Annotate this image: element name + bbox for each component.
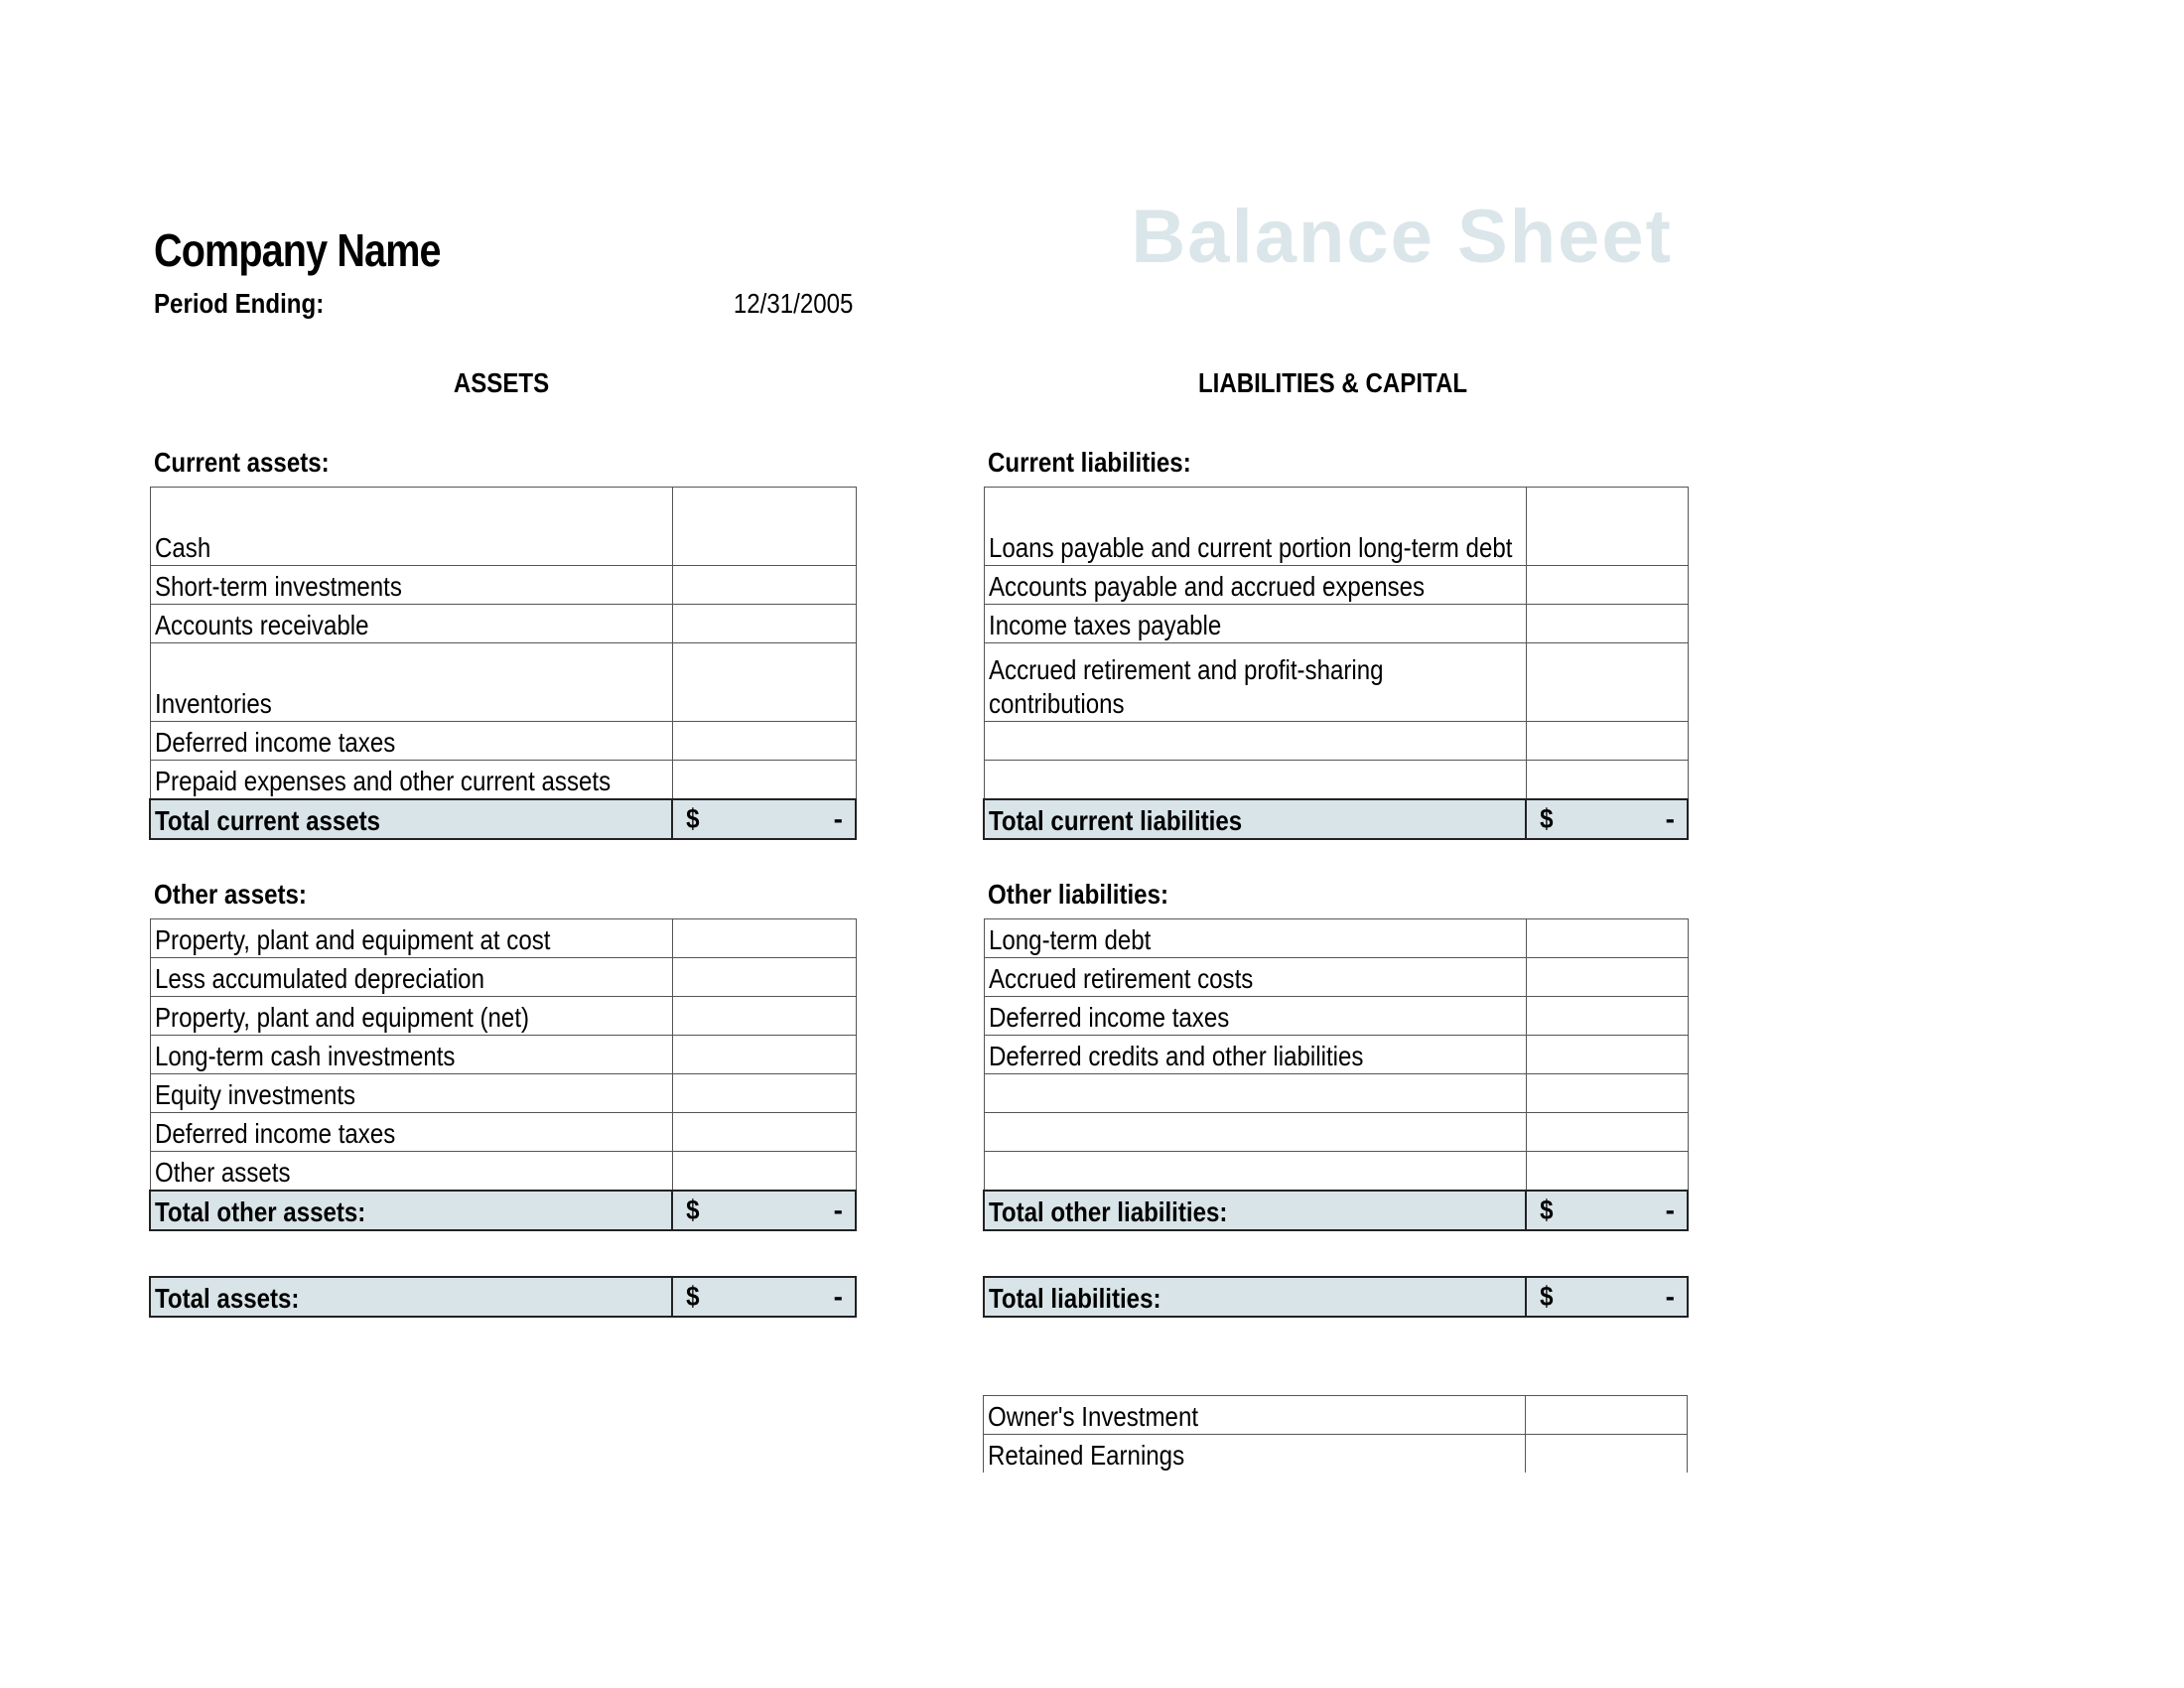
capital-table (983, 1395, 1688, 1473)
row-label: Accrued retirement costs (984, 958, 1526, 997)
amount-cell[interactable] (1526, 958, 1688, 997)
total-row (984, 1277, 1688, 1317)
row-label: Long-term debt (984, 919, 1526, 958)
table-row (150, 761, 856, 800)
total-other-liabilities-label: Total other liabilities: (984, 1191, 1526, 1230)
total-liabilities-table (983, 1276, 1689, 1318)
table-row (150, 643, 856, 722)
table-row (984, 1036, 1688, 1074)
amount-cell[interactable] (672, 997, 856, 1036)
table-row (150, 1152, 856, 1192)
amount-cell[interactable] (672, 1074, 856, 1113)
current-liabilities-table (983, 487, 1689, 840)
table-row (984, 488, 1688, 566)
liabilities-heading: LIABILITIES & CAPITAL (1197, 367, 1468, 398)
table-row (150, 566, 856, 605)
owners-investment-label: Owner's Investment (984, 1396, 1526, 1435)
row-label: Loans payable and current portion long-term debt (984, 488, 1526, 566)
amount-cell[interactable] (1526, 1435, 1688, 1474)
row-label[interactable] (984, 1152, 1526, 1192)
other-assets-label: Other assets: (154, 879, 307, 910)
amount-cell[interactable] (1526, 1074, 1688, 1113)
row-label: Deferred income taxes (984, 997, 1526, 1036)
current-liabilities-label: Current liabilities: (988, 447, 1191, 478)
table-row (150, 997, 856, 1036)
amount-cell[interactable] (672, 1113, 856, 1152)
total-row (984, 799, 1688, 839)
table-row (150, 488, 856, 566)
period-ending-date: 12/31/2005 (733, 288, 854, 319)
table-row (984, 566, 1688, 605)
total-assets-table (149, 1276, 857, 1318)
company-name: Company Name (154, 224, 441, 276)
row-label: Accounts receivable (150, 605, 672, 643)
amount-cell[interactable] (1526, 1152, 1688, 1192)
amount-cell[interactable] (1526, 1396, 1688, 1435)
total-assets-amount: $ - (672, 1277, 856, 1317)
period-ending-label: Period Ending: (154, 288, 325, 319)
table-row (150, 605, 856, 643)
amount-cell[interactable] (1526, 919, 1688, 958)
other-liabilities-label: Other liabilities: (988, 879, 1168, 910)
amount-cell[interactable] (1526, 722, 1688, 761)
amount-cell[interactable] (672, 643, 856, 722)
assets-heading: ASSETS (453, 367, 550, 398)
table-row (984, 1396, 1688, 1435)
table-row (984, 605, 1688, 643)
amount-cell[interactable] (1526, 761, 1688, 800)
total-row (150, 1277, 856, 1317)
current-assets-table (149, 487, 857, 840)
amount-cell[interactable] (672, 1152, 856, 1192)
other-liabilities-table (983, 918, 1689, 1231)
table-row (984, 722, 1688, 761)
row-label: Property, plant and equipment (net) (150, 997, 672, 1036)
total-current-assets-label: Total current assets (150, 799, 672, 839)
amount-cell[interactable] (672, 919, 856, 958)
row-label: Cash (150, 488, 672, 566)
table-row (150, 958, 856, 997)
total-row (150, 1191, 856, 1230)
amount-cell[interactable] (672, 605, 856, 643)
row-label: Less accumulated depreciation (150, 958, 672, 997)
amount-cell[interactable] (1526, 997, 1688, 1036)
table-row (984, 643, 1688, 722)
table-row (984, 958, 1688, 997)
amount-cell[interactable] (1526, 1036, 1688, 1074)
row-label: Property, plant and equipment at cost (150, 919, 672, 958)
amount-cell[interactable] (1526, 488, 1688, 566)
total-row (984, 1191, 1688, 1230)
table-row (984, 1113, 1688, 1152)
table-row (984, 919, 1688, 958)
amount-cell[interactable] (672, 722, 856, 761)
table-row (984, 761, 1688, 800)
total-liabilities-label: Total liabilities: (984, 1277, 1526, 1317)
current-assets-label: Current assets: (154, 447, 330, 478)
total-other-liabilities-amount: $ - (1526, 1191, 1688, 1230)
row-label[interactable] (984, 1074, 1526, 1113)
amount-cell[interactable] (672, 761, 856, 800)
total-assets-label: Total assets: (150, 1277, 672, 1317)
total-current-liabilities-amount: $ - (1526, 799, 1688, 839)
amount-cell[interactable] (1526, 566, 1688, 605)
amount-cell[interactable] (672, 958, 856, 997)
amount-cell[interactable] (672, 566, 856, 605)
row-label: Prepaid expenses and other current assets (150, 761, 672, 800)
amount-cell[interactable] (1526, 1113, 1688, 1152)
table-row (150, 1113, 856, 1152)
table-row (984, 1074, 1688, 1113)
document-title: Balance Sheet (1131, 195, 1673, 279)
row-label: Income taxes payable (984, 605, 1526, 643)
total-liabilities-amount: $ - (1526, 1277, 1688, 1317)
retained-earnings-label: Retained Earnings (984, 1435, 1526, 1474)
row-label: Accrued retirement and profit-sharing contributions (984, 643, 1526, 722)
other-assets-table (149, 918, 857, 1231)
amount-cell[interactable] (672, 488, 856, 566)
amount-cell[interactable] (1526, 643, 1688, 722)
row-label[interactable] (984, 1113, 1526, 1152)
amount-cell[interactable] (672, 1036, 856, 1074)
row-label: Equity investments (150, 1074, 672, 1113)
table-row (984, 1435, 1688, 1474)
row-label: Accounts payable and accrued expenses (984, 566, 1526, 605)
row-label[interactable] (984, 761, 1526, 800)
row-label: Inventories (150, 643, 672, 722)
row-label[interactable] (984, 722, 1526, 761)
amount-cell[interactable] (1526, 605, 1688, 643)
total-row (150, 799, 856, 839)
total-other-assets-label: Total other assets: (150, 1191, 672, 1230)
row-label: Deferred income taxes (150, 1113, 672, 1152)
table-row (150, 722, 856, 761)
row-label: Long-term cash investments (150, 1036, 672, 1074)
table-row (150, 1036, 856, 1074)
table-row (984, 1152, 1688, 1192)
row-label: Deferred income taxes (150, 722, 672, 761)
total-current-liabilities-label: Total current liabilities (984, 799, 1526, 839)
row-label: Short-term investments (150, 566, 672, 605)
row-label: Deferred credits and other liabilities (984, 1036, 1526, 1074)
table-row (150, 1074, 856, 1113)
row-label: Other assets (150, 1152, 672, 1192)
total-current-assets-amount: $ - (672, 799, 856, 839)
table-row (984, 997, 1688, 1036)
table-row (150, 919, 856, 958)
total-other-assets-amount: $ - (672, 1191, 856, 1230)
